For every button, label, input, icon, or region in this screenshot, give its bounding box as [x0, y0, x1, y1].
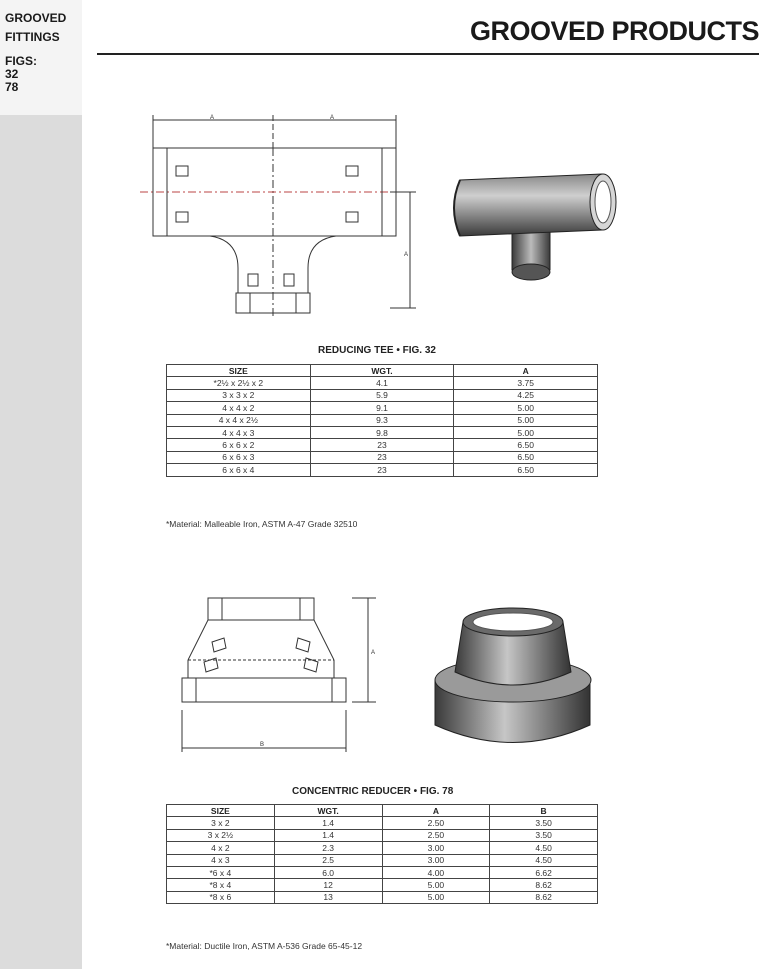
table-row [167, 426, 598, 438]
cell-size: 4 x 2 [167, 842, 275, 854]
sidebar-fig-b: 78 [5, 80, 19, 94]
tee-dim-label-a-side: A [404, 252, 409, 258]
cell-a: 6.50 [454, 451, 598, 463]
cell-wgt: 9.3 [310, 414, 454, 426]
cell-b: 8.62 [490, 879, 598, 891]
cell-wgt: 1.4 [274, 817, 382, 829]
table-row [167, 891, 598, 903]
table-row [167, 389, 598, 401]
sidebar-figs-label: FIGS: [5, 54, 37, 68]
cell-a: 6.50 [454, 464, 598, 476]
cell-b: 4.50 [490, 854, 598, 866]
sidebar-line1: GROOVED [5, 11, 67, 25]
cell-size: 6 x 6 x 2 [167, 439, 311, 451]
cell-wgt: 5.9 [310, 389, 454, 401]
cell-wgt: 23 [310, 451, 454, 463]
cell-wgt: 9.8 [310, 426, 454, 438]
tee-table [166, 364, 598, 477]
table-row [167, 817, 598, 829]
header-a: A [382, 805, 490, 817]
tee-dim-label-a-top: A [210, 115, 215, 121]
cell-a: 5.00 [454, 414, 598, 426]
cell-b: 3.50 [490, 817, 598, 829]
page-title: GROOVED PRODUCTS [469, 16, 759, 46]
cell-size: 3 x 2½ [167, 829, 275, 841]
table-row [167, 439, 598, 451]
cell-a: 6.50 [454, 439, 598, 451]
cell-a: 5.00 [382, 891, 490, 903]
tee-material-note: *Material: Malleable Iron, ASTM A-47 Grade 32510 [166, 519, 358, 529]
cell-size: *2½ x 2½ x 2 [167, 377, 311, 389]
cell-size: *6 x 4 [167, 866, 275, 878]
table-row [167, 866, 598, 878]
table-row [167, 829, 598, 841]
cell-a: 4.25 [454, 389, 598, 401]
cell-a: 3.00 [382, 842, 490, 854]
cell-a: 3.00 [382, 854, 490, 866]
table-row [167, 451, 598, 463]
reducer-drawing [172, 590, 387, 755]
reducer-dim-label-a: A [371, 650, 376, 656]
cell-b: 6.62 [490, 866, 598, 878]
sidebar-fig-a: 32 [5, 67, 19, 81]
cell-size: 6 x 6 x 3 [167, 451, 311, 463]
reducer-dim-label-b: B [260, 742, 265, 748]
reducer-photo [425, 600, 600, 765]
cell-b: 8.62 [490, 891, 598, 903]
cell-size: *8 x 6 [167, 891, 275, 903]
cell-wgt: 23 [310, 464, 454, 476]
sidebar [0, 0, 82, 969]
cell-b: 4.50 [490, 842, 598, 854]
cell-a: 2.50 [382, 817, 490, 829]
table-row [167, 464, 598, 476]
tee-dim-label-a-top2: A [330, 115, 335, 121]
header-rule [97, 53, 759, 55]
cell-a: 5.00 [382, 879, 490, 891]
cell-size: 4 x 4 x 2 [167, 402, 311, 414]
cell-a: 2.50 [382, 829, 490, 841]
cell-b: 3.50 [490, 829, 598, 841]
cell-wgt: 12 [274, 879, 382, 891]
cell-a: 4.00 [382, 866, 490, 878]
header-size: SIZE [167, 805, 275, 817]
cell-size: 6 x 6 x 4 [167, 464, 311, 476]
cell-wgt: 6.0 [274, 866, 382, 878]
header-b: B [490, 805, 598, 817]
cell-wgt: 2.3 [274, 842, 382, 854]
header-wgt: WGT. [274, 805, 382, 817]
cell-wgt: 23 [310, 439, 454, 451]
cell-wgt: 1.4 [274, 829, 382, 841]
tee-photo [450, 160, 620, 290]
header-size: SIZE [167, 365, 311, 377]
table-row [167, 414, 598, 426]
table-header-row [167, 805, 598, 817]
reducer-table [166, 804, 598, 904]
reducer-material-note: *Material: Ductile Iron, ASTM A-536 Grade 65-45-12 [166, 941, 363, 951]
cell-a: 5.00 [454, 426, 598, 438]
cell-a: 3.75 [454, 377, 598, 389]
tee-caption: REDUCING TEE • FIG. 32 [318, 345, 436, 356]
cell-wgt: 4.1 [310, 377, 454, 389]
table-row [167, 854, 598, 866]
reducer-caption: CONCENTRIC REDUCER • FIG. 78 [292, 786, 454, 797]
table-header-row [167, 365, 598, 377]
cell-wgt: 2.5 [274, 854, 382, 866]
cell-size: *8 x 4 [167, 879, 275, 891]
table-row [167, 402, 598, 414]
table-row [167, 879, 598, 891]
table-row [167, 377, 598, 389]
tee-drawing [140, 108, 430, 323]
cell-size: 4 x 4 x 3 [167, 426, 311, 438]
table-row [167, 842, 598, 854]
cell-size: 4 x 4 x 2½ [167, 414, 311, 426]
cell-wgt: 9.1 [310, 402, 454, 414]
cell-size: 3 x 2 [167, 817, 275, 829]
header-a: A [454, 365, 598, 377]
cell-size: 3 x 3 x 2 [167, 389, 311, 401]
header-wgt: WGT. [310, 365, 454, 377]
sidebar-line2: FITTINGS [5, 30, 60, 44]
cell-size: 4 x 3 [167, 854, 275, 866]
cell-a: 5.00 [454, 402, 598, 414]
cell-wgt: 13 [274, 891, 382, 903]
